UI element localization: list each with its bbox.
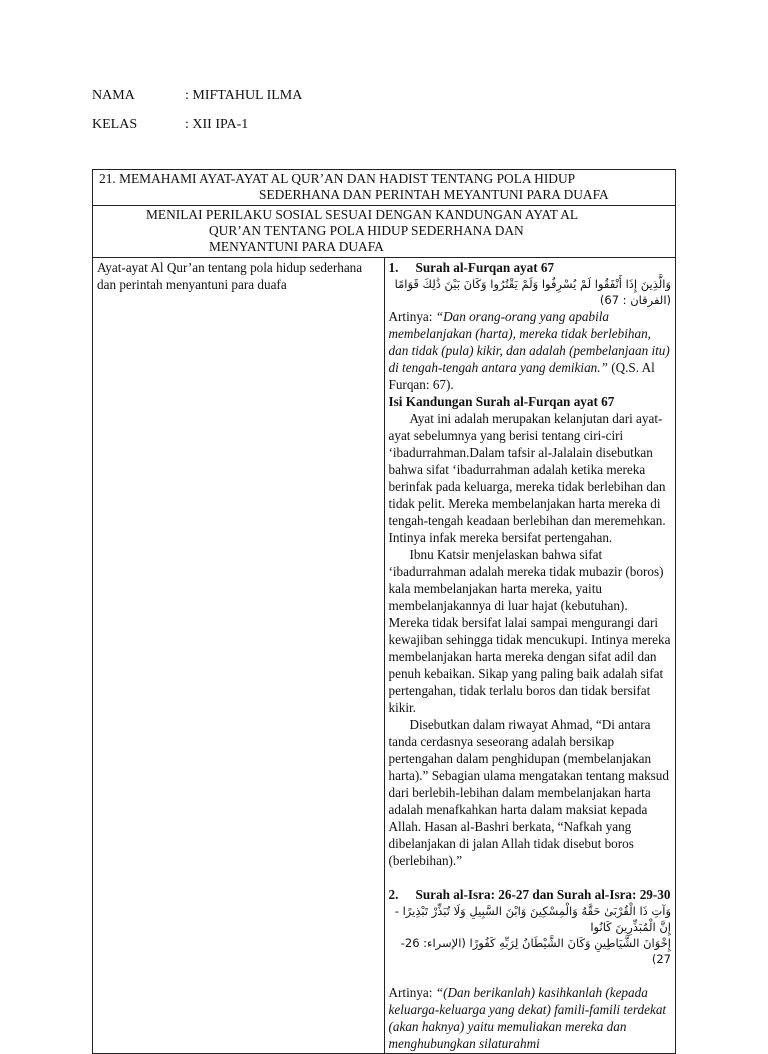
subheading-line-1: MENILAI PERILAKU SOSIAL SESUAI DENGAN KANDUNGAN AYAT AL [146, 207, 579, 222]
name-label: NAMA [92, 88, 135, 103]
name-value: : MIFTAHUL ILMA [185, 88, 303, 103]
section-1-paragraph-3: Disebutkan dalam riwayat Ahmad, “Di antara tanda cerdasnya seseorang adalah bersikap pertengahan dalam penghidupan (membelanjakan harta).” Sebagian ulama mengatakan tentang maksud dari berlebih-lebihan dalam membelanjakan harta adalah menafkahkan harta dalam maksiat kepada Allah. Hasan al-Bashri berkata, “Nafkah yang dibelanjakan di jalan Allah tidak disebut boros (berlebihan).” [388, 717, 669, 868]
heading-line-1: 21. MEMAHAMI AYAT-AYAT AL QUR’AN DAN HADIST TENTANG POLA HIDUP [99, 171, 576, 186]
topic-cell: Ayat-ayat Al Qur’an tentang pola hidup sederhana dan perintah menyantuni para duafa [93, 258, 385, 1054]
section-2-arabic-verse-line-1: وَآتِ ذَا الْقُرْبَىٰ حَقَّهُ وَالْمِسْكِينَ وَابْنَ السَّبِيلِ وَلَا تُبَذِّرْ تَبْذِيرًا - إِنَّ الْمُبَذِّرِينَ كَانُوا [394, 904, 671, 934]
class-value: : XII IPA-1 [185, 117, 249, 132]
section-2-translation: Artinya: “(Dan berikanlah) kasihkanlah (kepada keluarga-keluarga yang dekat) famili-famili terdekat (akan haknya) yaitu memuliakan mereka dan menghubungkan silaturahmi [388, 985, 667, 1051]
content-cell [384, 258, 676, 1054]
table-heading [93, 170, 676, 206]
heading-line-2: SEDERHANA DAN PERINTAH MEYANTUNI PARA DUAFA [259, 187, 609, 202]
lesson-table [92, 169, 676, 1054]
subheading-line-3: MENYANTUNI PARA DUAFA [209, 239, 384, 254]
class-label: KELAS [92, 117, 138, 132]
section-1-arabic-verse: وَالَّذِينَ إِذَا أَنْفَقُوا لَمْ يُسْرِفُوا وَلَمْ يَقْتُرُوا وَكَانَ بَيْنَ ذَٰلِكَ قَوَامًا (الفرقان : 67) [394, 277, 671, 307]
section-1-translation: Artinya: “Dan orang-orang yang apabila membelanjakan (harta), mereka tidak berlebihan, dan tidak (pula) kikir, dan adalah (pembelanjaan itu) di tengah-tengah antara yang demikian.” (Q.S. Al Furqan: 67). [388, 309, 670, 392]
section-1-content-title: Isi Kandungan Surah al-Furqan ayat 67 [388, 394, 615, 409]
identity-name-row [92, 88, 302, 104]
section-1-title: 1. Surah al-Furqan ayat 67 [388, 260, 555, 275]
section-1-paragraph-1: Ayat ini adalah merupakan kelanjutan dari ayat-ayat sebelumnya yang berisi tentang ciri-ciri ‘ibadurrahman.Dalam tafsir al-Jalalain disebutkan bahwa sifat ‘ibadurrahman adalah ketika mereka berinfak pada keluarga, mereka tidak berlebihan dan tidak pelit. Mereka membelanjakan harta mereka di tengah-tengah keadaan berlebihan dan meremehkan. Intinya infak mereka bersifat pertengahan. [388, 411, 666, 545]
section-2-arabic-verse-line-2: إِخْوَانَ الشَّيَاطِينِ وَكَانَ الشَّيْطَانُ لِرَبِّهِ كَفُورًا (الإسراء: 26-27) [400, 936, 671, 966]
subheading-line-2: QUR’AN TENTANG POLA HIDUP SEDERHANA DAN [209, 223, 524, 238]
table-subheading [93, 206, 676, 258]
section-2-title: 2. Surah al-Isra: 26-27 dan Surah al-Isra: 29-30 [388, 887, 671, 902]
section-1-paragraph-2: Ibnu Katsir menjelaskan bahwa sifat ‘ibadurrahman adalah mereka tidak mubazir (boros) kala membelanjakan harta mereka, yaitu membelanjakannya di luar hajat (kebutuhan). Mereka tidak bersifat lalai sampai mengurangi dari kewajiban sehingga tidak mencukupi. Intinya mereka membelanjakan harta mereka dengan sifat adil dan penuh kebaikan. Sikap yang paling baik adalah sifat pertengahan, tidak terlalu boros dan tidak bersifat kikir. [388, 547, 671, 715]
identity-class-row [92, 117, 248, 133]
